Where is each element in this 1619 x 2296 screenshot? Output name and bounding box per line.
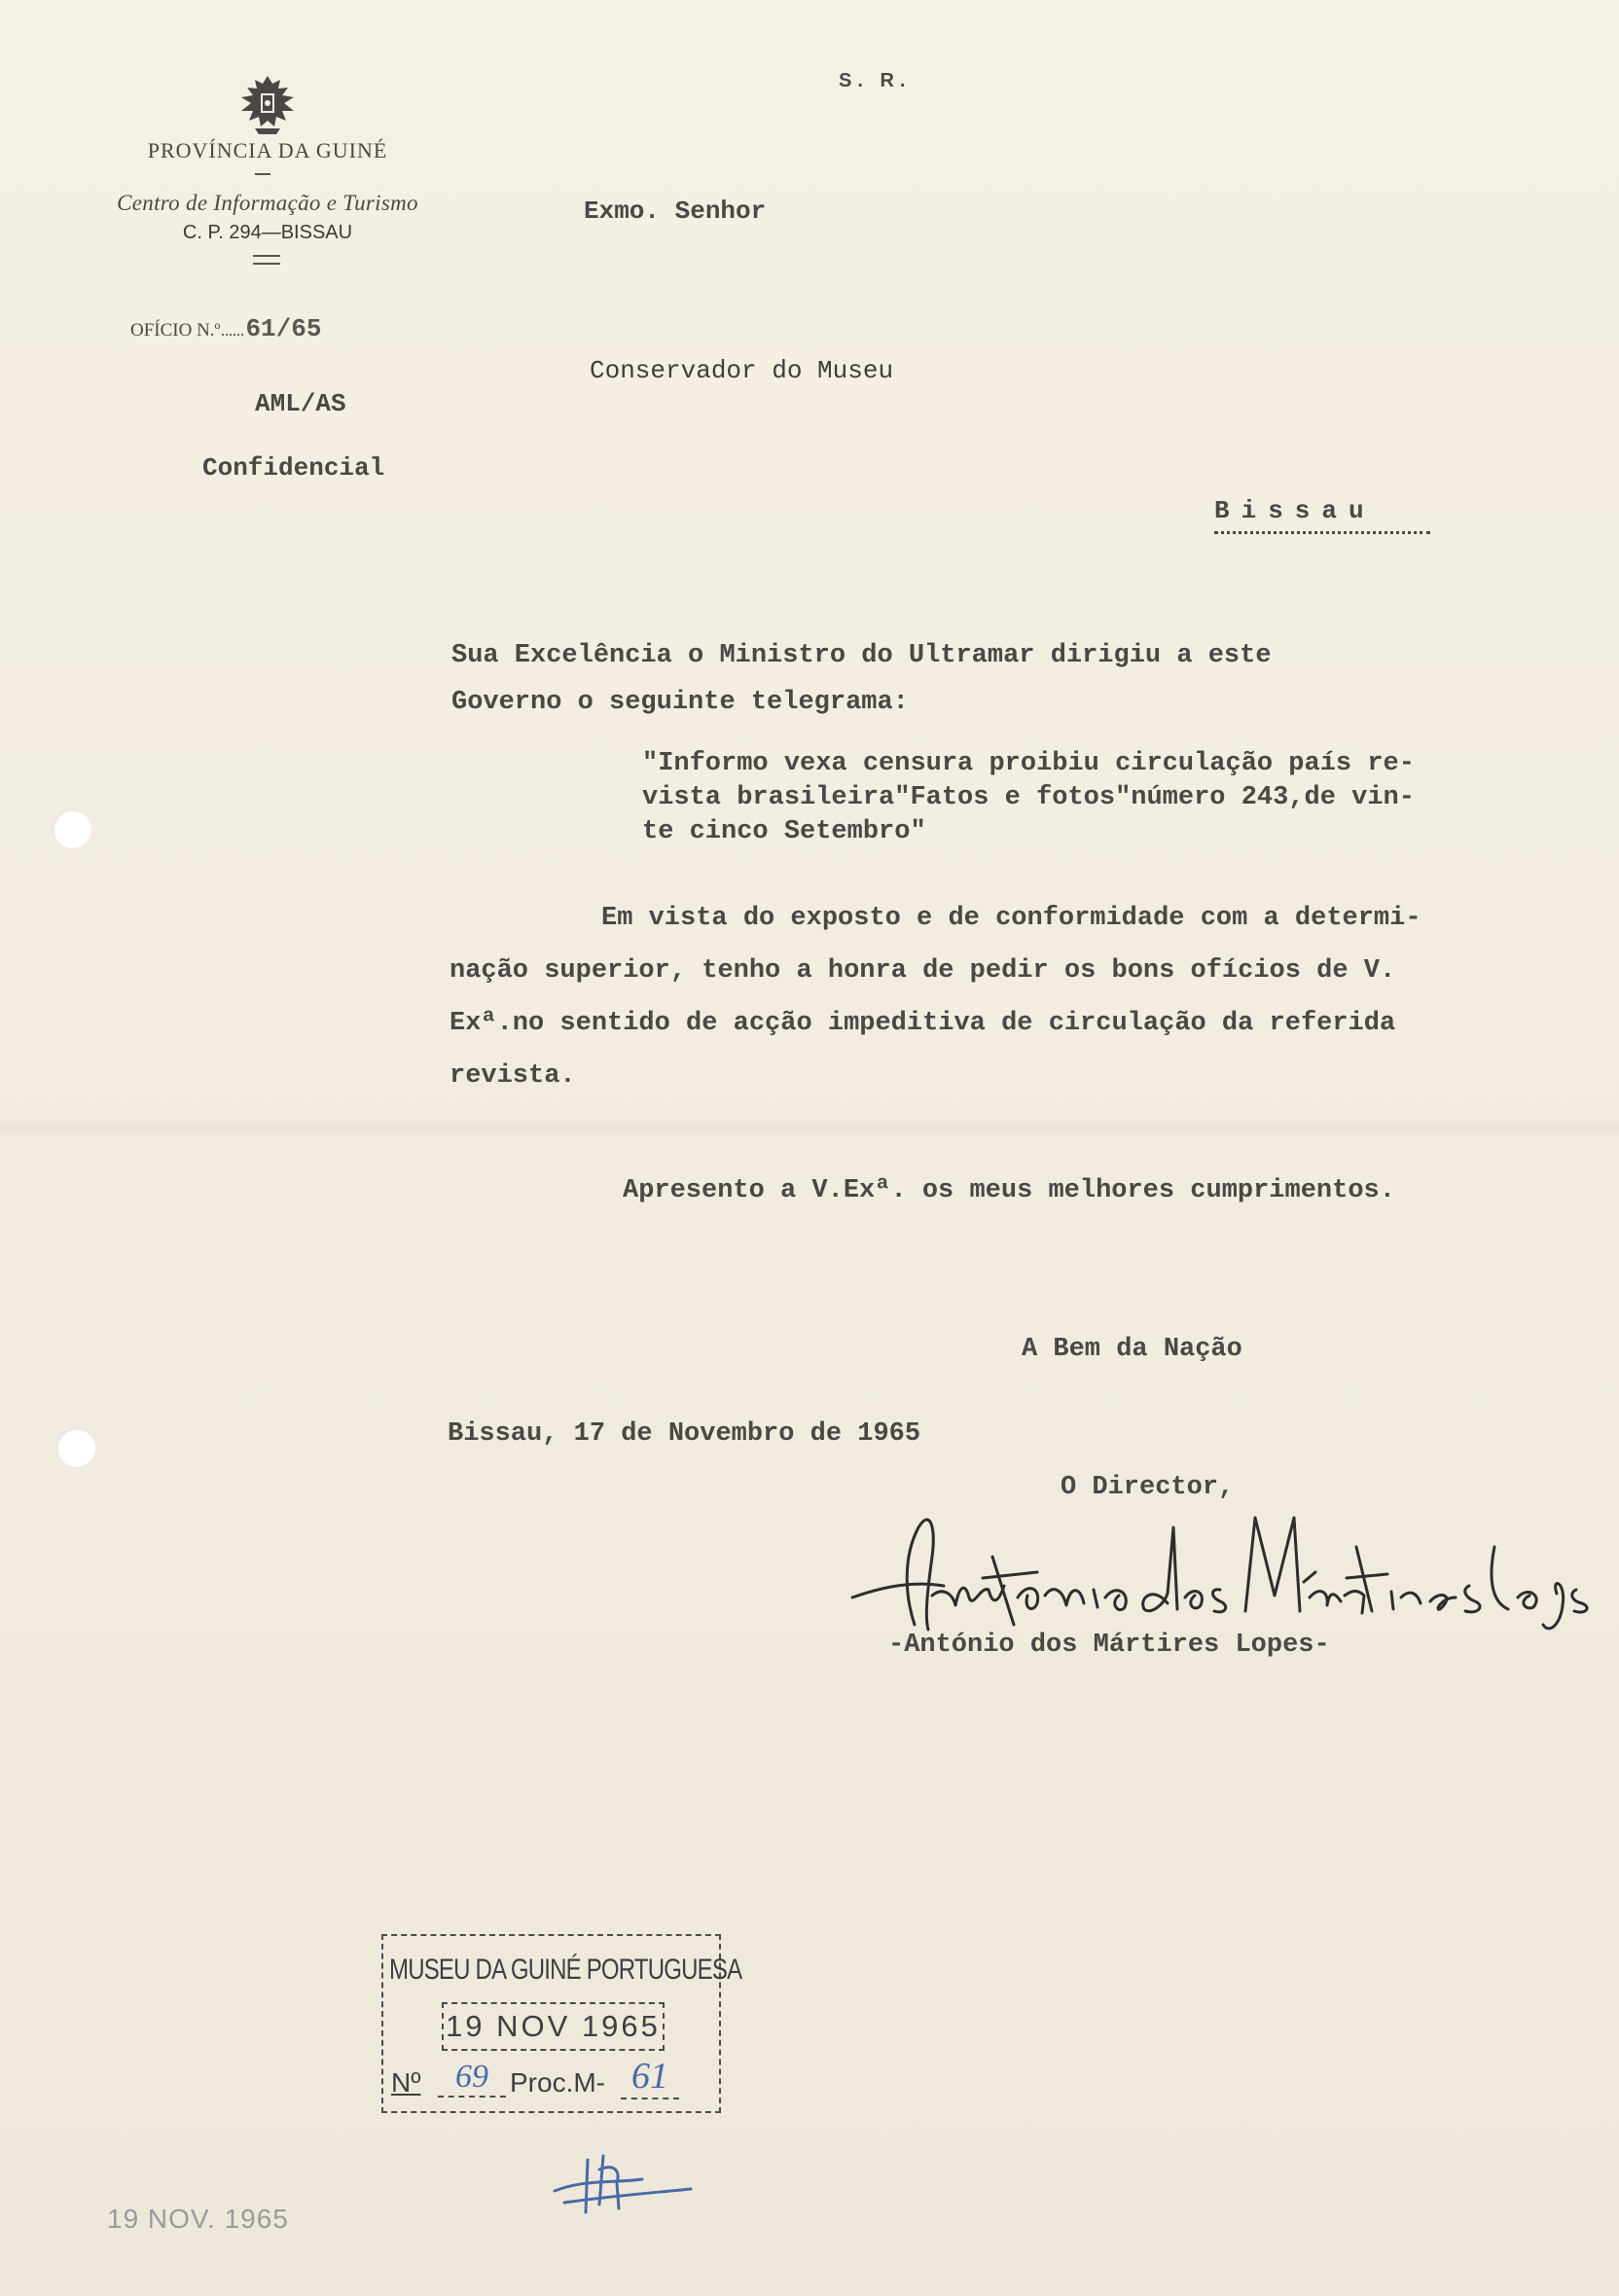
address-divider (253, 255, 280, 257)
address-divider-2 (253, 263, 280, 265)
museum-receipt-stamp (381, 1934, 742, 2113)
letterhead-divider (255, 173, 270, 175)
paper-fold (0, 1117, 1619, 1138)
province-name: PROVÍNCIA DA GUINÉ (147, 138, 388, 162)
closing-line: Apresento a V.Exª. os meus melhores cumprimentos. (623, 1176, 1395, 1205)
paragraph-2-line: Exª.no sentido de acção impeditiva de circulação da referida (450, 1009, 1396, 1038)
oficio-label: OFÍCIO N.º (130, 320, 221, 341)
paragraph-1-line-1: Sua Excelência o Ministro do Ultramar dirigiu a este (451, 641, 1272, 670)
paragraph-1-line-2-text: Governo o seguinte telegrama: (451, 688, 909, 717)
postal-address: C. P. 294—BISSAU (182, 222, 353, 243)
quote-line: "Informo vexa censura proibiu circulação país re- (642, 749, 1415, 778)
signatory-role: O Director, (1061, 1473, 1235, 1502)
stamp-date: 19 NOV 1965 (446, 2009, 661, 2043)
recipient-title: Conservador do Museu (590, 356, 894, 385)
paragraph-2 (450, 892, 1607, 1102)
punch-hole-bottom (56, 1428, 95, 1467)
faint-date-stamp: 19 NOV. 1965 (107, 2204, 289, 2234)
header-mark: S. R. (839, 70, 912, 91)
paragraph-2-line: revista. (450, 1061, 576, 1091)
punch-hole-top (53, 809, 91, 848)
paragraph-2-line: Em vista do exposto e de conformidade com a determi- (601, 904, 1421, 933)
salutation: Exmo. Senhor (584, 197, 767, 226)
dotted-leader (222, 334, 243, 336)
paragraph-2-line: nação superior, tenho a honra de pedir os bons ofícios de V. (450, 956, 1396, 986)
oficio-field (130, 314, 321, 343)
stamp-process-label: Proc.M- (510, 2067, 605, 2098)
city-underline (1214, 531, 1430, 534)
telegram-quote (642, 747, 1415, 849)
coat-of-arms-icon (226, 74, 309, 138)
classification: Confidencial (202, 453, 385, 483)
stamp-number: 69 (438, 2059, 506, 2098)
centre-name: Centro de Informação e Turismo (117, 191, 418, 215)
quote-line: vista brasileira"Fatos e fotos"número 243,de vin- (642, 783, 1415, 812)
stamp-process-value: 61 (621, 2055, 679, 2099)
handwritten-initials (545, 2140, 701, 2218)
stamp-date-box (442, 2002, 665, 2051)
oficio-number: 61/65 (245, 314, 322, 343)
date-line: Bissau, 17 de Novembro de 1965 (448, 1419, 921, 1449)
signatory-name: -António dos Mártires Lopes- (888, 1631, 1330, 1660)
quote-line: te cinco Setembro" (642, 817, 926, 846)
motto: A Bem da Nação (1022, 1335, 1242, 1364)
recipient-city: Bissau (1214, 496, 1376, 525)
file-reference: AML/AS (255, 389, 346, 418)
stamp-title: MUSEU DA GUINÉ PORTUGUESA (389, 1954, 742, 1986)
stamp-number-label: Nº (391, 2067, 421, 2098)
